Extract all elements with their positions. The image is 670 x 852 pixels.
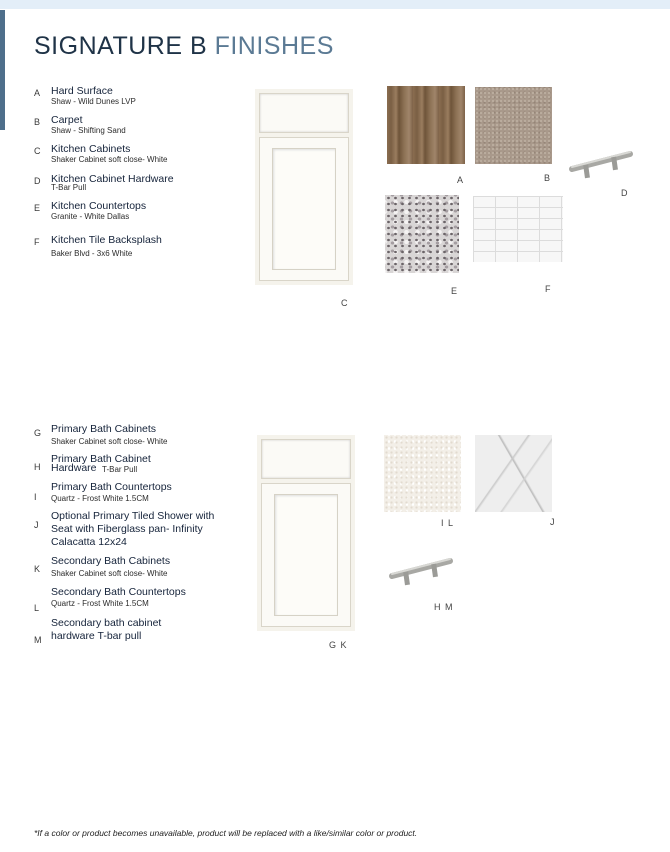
caption-d: D — [621, 188, 629, 198]
bath-cabinet-image — [257, 435, 355, 631]
item-letter: J — [34, 520, 39, 530]
item-desc: Granite - White Dallas — [51, 212, 130, 221]
item-desc: Quartz - Frost White 1.5CM — [51, 494, 149, 503]
item-letter: G — [34, 428, 42, 438]
item-letter: D — [34, 176, 41, 186]
item-name: Kitchen Cabinets — [51, 143, 131, 155]
item-name: Secondary bath cabinet hardware T-bar pull — [51, 617, 162, 642]
kitchen-cabinet-image — [255, 89, 353, 285]
cabinet-door — [261, 483, 351, 627]
quartz-countertop-swatch — [384, 435, 461, 512]
item-letter: L — [34, 603, 40, 613]
title-part2: FINISHES — [214, 32, 334, 60]
item-letter: M — [34, 635, 42, 645]
item-desc: Shaker Cabinet soft close- White — [51, 155, 168, 164]
top-bar — [0, 0, 670, 9]
item-name: Kitchen Tile Backsplash — [51, 234, 162, 246]
item-name: Optional Primary Tiled Shower with Seat with Fiberglass pan- Infinity Calacatta 12x24 — [51, 510, 215, 548]
item-name: Secondary Bath Cabinets — [51, 555, 171, 567]
cabinet-drawer — [259, 93, 349, 133]
sidebar-accent — [0, 10, 5, 130]
item-desc: T-Bar Pull — [102, 465, 138, 474]
item-letter: F — [34, 237, 40, 247]
item-desc: Shaker Cabinet soft close- White — [51, 437, 168, 446]
carpet-swatch — [475, 87, 552, 164]
item-desc: Shaker Cabinet soft close- White — [51, 569, 168, 578]
subway-tile-swatch — [473, 196, 563, 262]
bath-tbar-pull-icon — [388, 552, 454, 588]
item-letter: C — [34, 146, 41, 156]
item-name: Primary Bath Cabinets — [51, 423, 157, 435]
caption-hm: H M — [434, 602, 454, 612]
caption-b: B — [544, 173, 552, 183]
item-name: Secondary Bath Countertops — [51, 586, 186, 598]
title-part1: SIGNATURE B — [34, 32, 208, 60]
cabinet-door — [259, 137, 349, 281]
footnote: *If a color or product becomes unavailable, product will be replaced with a like/similar color or product. — [34, 828, 418, 838]
item-name: Primary Bath Cabinet — [51, 453, 151, 465]
item-desc: Shaw - Shifting Sand — [51, 126, 126, 135]
caption-j: J — [550, 517, 556, 527]
item-name: Primary Bath Countertops — [51, 481, 172, 493]
calacatta-tile-swatch — [475, 435, 552, 512]
item-name: Carpet — [51, 114, 83, 126]
cabinet-panel — [272, 148, 336, 270]
caption-e: E — [451, 286, 459, 296]
caption-gk: G K — [329, 640, 348, 650]
item-name: Kitchen Countertops — [51, 200, 147, 212]
granite-countertop-swatch — [385, 195, 459, 273]
caption-f: F — [545, 284, 552, 294]
item-letter: K — [34, 564, 41, 574]
caption-c: C — [341, 298, 349, 308]
page-title — [34, 32, 334, 61]
caption-a: A — [457, 175, 465, 185]
caption-il: I L — [441, 518, 455, 528]
item-name: Kitchen Cabinet Hardware — [51, 173, 174, 185]
item-desc: Shaw - Wild Dunes LVP — [51, 97, 136, 106]
item-letter: B — [34, 117, 41, 127]
item-letter: A — [34, 88, 41, 98]
item-name: Hard Surface — [51, 85, 113, 97]
item-letter: I — [34, 492, 37, 502]
item-desc: Quartz - Frost White 1.5CM — [51, 599, 149, 608]
item-letter: H — [34, 462, 41, 472]
tbar-pull-icon — [568, 145, 634, 181]
lvp-flooring-swatch — [387, 86, 465, 164]
item-letter: E — [34, 203, 41, 213]
item-desc: T-Bar Pull — [51, 183, 87, 192]
cabinet-panel — [274, 494, 338, 616]
cabinet-drawer — [261, 439, 351, 479]
item-name-line2: Hardware — [51, 462, 97, 474]
item-desc: Baker Blvd - 3x6 White — [51, 249, 133, 258]
